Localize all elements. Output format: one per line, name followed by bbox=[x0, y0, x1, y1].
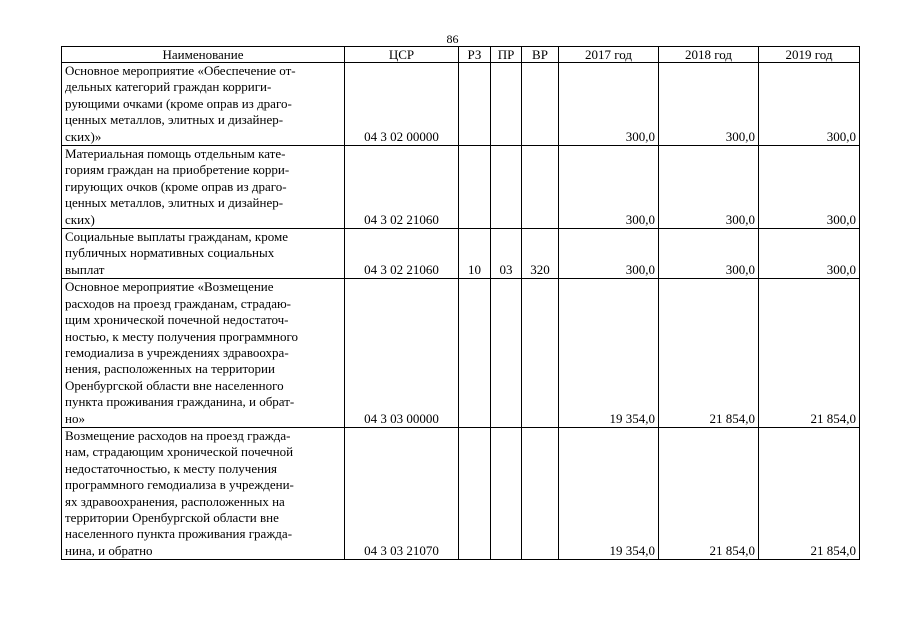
row-vr bbox=[522, 63, 559, 146]
row-pr bbox=[491, 63, 522, 146]
row-2018: 21 854,0 bbox=[659, 279, 759, 428]
row-csr: 04 3 02 00000 bbox=[345, 63, 459, 146]
row-pr bbox=[491, 279, 522, 428]
table-row bbox=[62, 146, 860, 229]
row-2017: 300,0 bbox=[559, 229, 659, 279]
header-rz: РЗ bbox=[459, 47, 491, 63]
row-2017: 300,0 bbox=[559, 146, 659, 229]
row-vr bbox=[522, 279, 559, 428]
budget-table bbox=[61, 46, 860, 560]
row-rz bbox=[459, 427, 491, 559]
row-2019: 300,0 bbox=[759, 146, 860, 229]
row-2018: 300,0 bbox=[659, 146, 759, 229]
page-number: 86 bbox=[446, 32, 459, 46]
row-name: Материальная помощь отдельным кате- гориям граждан на приобретение корри- гирующих очков (кроме оправ из драго- ценных металлов, элитных и дизайнер- ских) bbox=[62, 146, 345, 229]
row-vr bbox=[522, 427, 559, 559]
row-csr: 04 3 03 00000 bbox=[345, 279, 459, 428]
row-2017: 19 354,0 bbox=[559, 427, 659, 559]
row-pr: 03 bbox=[491, 229, 522, 279]
row-2018: 300,0 bbox=[659, 229, 759, 279]
header-2018: 2018 год bbox=[659, 47, 759, 63]
row-2019: 300,0 bbox=[759, 229, 860, 279]
table-body bbox=[62, 63, 860, 560]
table-row bbox=[62, 229, 860, 279]
row-name: Основное мероприятие «Обеспечение от- дельных категорий граждан корриги- рующими очками (кроме оправ из драго- ценных металлов, элитных и дизайнер- ских)» bbox=[62, 63, 345, 146]
table-row bbox=[62, 279, 860, 428]
header-csr: ЦСР bbox=[345, 47, 459, 63]
row-name: Основное мероприятие «Возмещение расходов на проезд гражданам, страдаю- щим хронической почечной недостаточ- ностью, к месту получения программного гемодиализа в учреждениях здравоохра- нения, расположенных на территории Оренбургской области вне населенного пункта проживания гражданина, и обрат- но» bbox=[62, 279, 345, 428]
header-2017: 2017 год bbox=[559, 47, 659, 63]
row-rz bbox=[459, 146, 491, 229]
row-csr: 04 3 02 21060 bbox=[345, 229, 459, 279]
row-vr bbox=[522, 146, 559, 229]
row-2018: 300,0 bbox=[659, 63, 759, 146]
row-2019: 300,0 bbox=[759, 63, 860, 146]
header-name: Наименование bbox=[62, 47, 345, 63]
row-rz bbox=[459, 279, 491, 428]
header-row bbox=[62, 47, 860, 63]
table-row bbox=[62, 63, 860, 146]
row-2019: 21 854,0 bbox=[759, 427, 860, 559]
row-csr: 04 3 03 21070 bbox=[345, 427, 459, 559]
row-rz: 10 bbox=[459, 229, 491, 279]
row-vr: 320 bbox=[522, 229, 559, 279]
header-2019: 2019 год bbox=[759, 47, 860, 63]
row-csr: 04 3 02 21060 bbox=[345, 146, 459, 229]
row-rz bbox=[459, 63, 491, 146]
row-2017: 300,0 bbox=[559, 63, 659, 146]
row-name: Социальные выплаты гражданам, кроме публичных нормативных социальных выплат bbox=[62, 229, 345, 279]
table-header bbox=[62, 47, 860, 63]
row-2018: 21 854,0 bbox=[659, 427, 759, 559]
header-vr: ВР bbox=[522, 47, 559, 63]
row-name: Возмещение расходов на проезд гражда- нам, страдающим хронической почечной недостаточностью, к месту получения программного гемодиализа в учреждени- ях здравоохранения, расположенных на территории Оренбургской области вне населенного пункта проживания гражда- нина, и обратно bbox=[62, 427, 345, 559]
row-pr bbox=[491, 146, 522, 229]
row-2017: 19 354,0 bbox=[559, 279, 659, 428]
table-row bbox=[62, 427, 860, 559]
header-pr: ПР bbox=[491, 47, 522, 63]
row-pr bbox=[491, 427, 522, 559]
row-2019: 21 854,0 bbox=[759, 279, 860, 428]
